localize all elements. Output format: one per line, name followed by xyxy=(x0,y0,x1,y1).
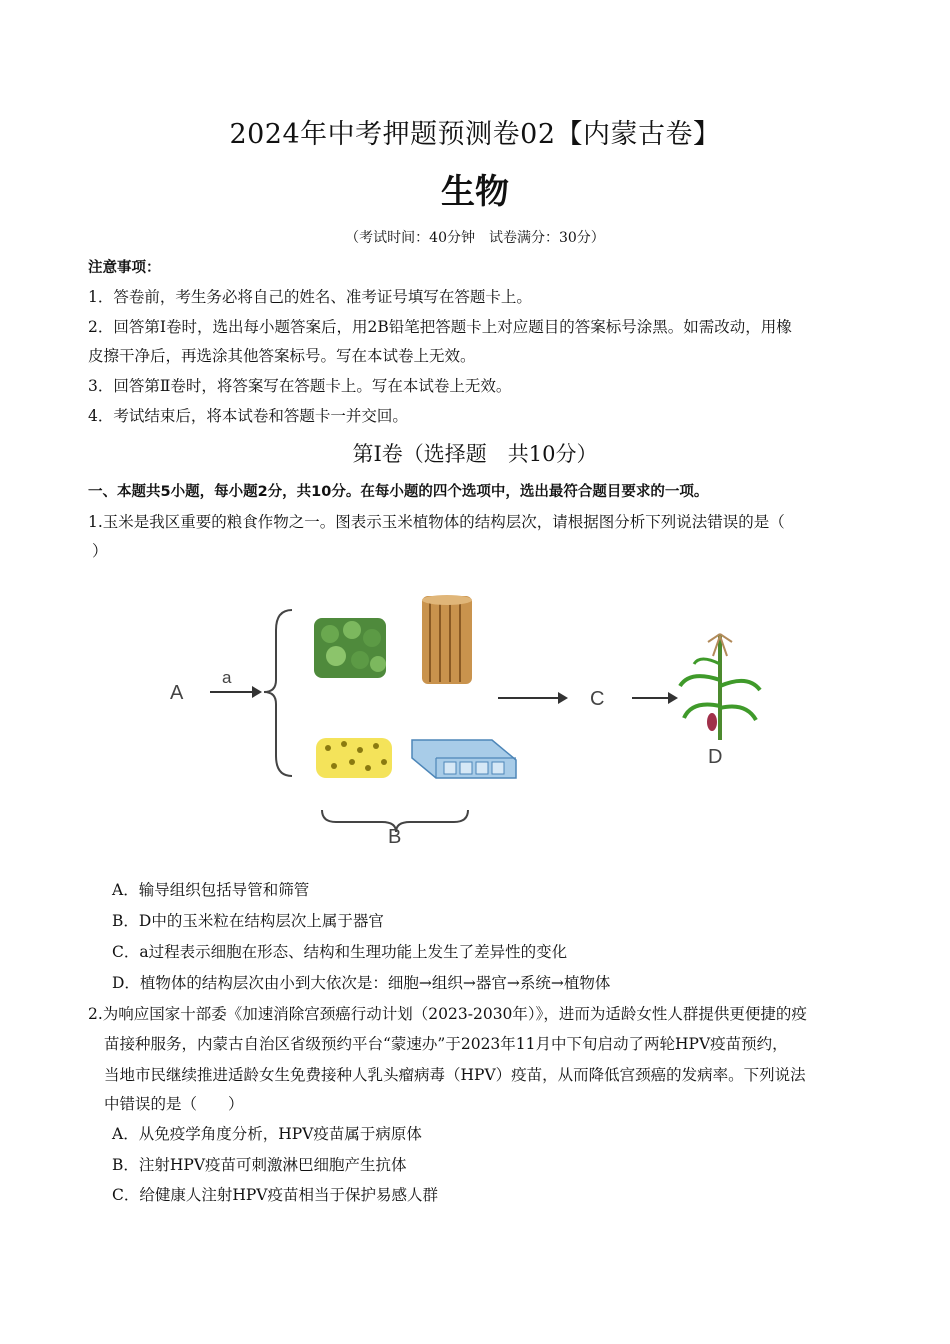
q2-stem: 2.为响应国家十部委《加速消除宫颈癌行动计划（2023-2030年）》，进而为适龄女性人群提供更便捷的疫 xyxy=(88,1005,807,1023)
diagram-label-a: A xyxy=(170,682,184,704)
q1-option-d: D．植物体的结构层次由小到大依次是：细胞→组织→器官→系统→植物体 xyxy=(112,974,611,992)
diagram-graphics xyxy=(160,590,780,860)
diagram-label-c: C xyxy=(590,688,605,710)
note-item: 皮擦干净后，再选涂其他答案标号。写在本试卷上无效。 xyxy=(88,347,476,365)
section-instruction: 一、本题共5小题，每小题2分，共10分。在每小题的四个选项中，选出最符合题目要求的一项。 xyxy=(88,484,709,500)
protective-tissue-image xyxy=(314,618,386,678)
q1-option-c: C．a过程表示细胞在形态、结构和生理功能上发生了差异性的变化 xyxy=(112,943,568,961)
note-item: 2．回答第Ⅰ卷时，选出每小题答案后，用2B铅笔把答题卡上对应题目的答案标号涂黑。如需改动，用橡 xyxy=(88,318,792,336)
notes-heading: 注意事项： xyxy=(88,260,161,276)
note-item: 3．回答第Ⅱ卷时，将答案写在答题卡上。写在本试卷上无效。 xyxy=(88,377,512,395)
q1-stem: 1.玉米是我区重要的粮食作物之一。图表示玉米植物体的结构层次，请根据图分析下列说法错误的是（ xyxy=(88,513,785,531)
q2-stem: 苗接种服务，内蒙古自治区省级预约平台“蒙速办”于2023年11月中下旬启动了两轮HPV疫苗预约， xyxy=(104,1035,788,1053)
corn-plant-image xyxy=(680,634,760,740)
note-item: 1．答卷前，考生务必将自己的姓名、准考证号填写在答题卡上。 xyxy=(88,288,532,306)
q2-option-b: B．注射HPV疫苗可刺激淋巴细胞产生抗体 xyxy=(112,1156,407,1174)
conducting-tissue-image xyxy=(422,595,472,684)
arrow-a-head xyxy=(252,686,262,698)
q1-option-b: B．D中的玉米粒在结构层次上属于器官 xyxy=(112,912,384,930)
meristematic-tissue-image xyxy=(412,740,516,778)
nutrient-tissue-image xyxy=(316,738,392,778)
exam-info: （考试时间：40分钟 试卷满分：30分） xyxy=(345,230,605,246)
q2-stem: 当地市民继续推进适龄女生免费接种人乳头瘤病毒（HPV）疫苗，从而降低宫颈癌的发病率。下列说法 xyxy=(104,1066,806,1084)
q2-stem: 中错误的是（ ） xyxy=(104,1095,244,1113)
diagram-label-b: B xyxy=(388,826,402,848)
diagram-label-d: D xyxy=(708,746,723,768)
diagram-label-a-process: a xyxy=(222,668,232,687)
q2-option-c: C．给健康人注射HPV疫苗相当于保护易感人群 xyxy=(112,1186,439,1204)
arrow-to-c-head xyxy=(558,692,568,704)
q2-option-a: A．从免疫学角度分析，HPV疫苗属于病原体 xyxy=(112,1125,422,1143)
q1-stem-end: ） xyxy=(92,542,108,560)
exam-title: 2024年中考押题预测卷02【内蒙古卷】 xyxy=(229,119,721,150)
note-item: 4．考试结束后，将本试卷和答题卡一并交回。 xyxy=(88,407,408,425)
subject-title: 生物 xyxy=(441,172,509,212)
arrow-c-to-d-head xyxy=(668,692,678,704)
plant-structure-diagram xyxy=(160,590,780,860)
section-title: 第Ⅰ卷（选择题 共10分） xyxy=(352,442,598,466)
q1-option-a: A．输导组织包括导管和筛管 xyxy=(112,881,310,899)
left-brace xyxy=(264,610,292,776)
